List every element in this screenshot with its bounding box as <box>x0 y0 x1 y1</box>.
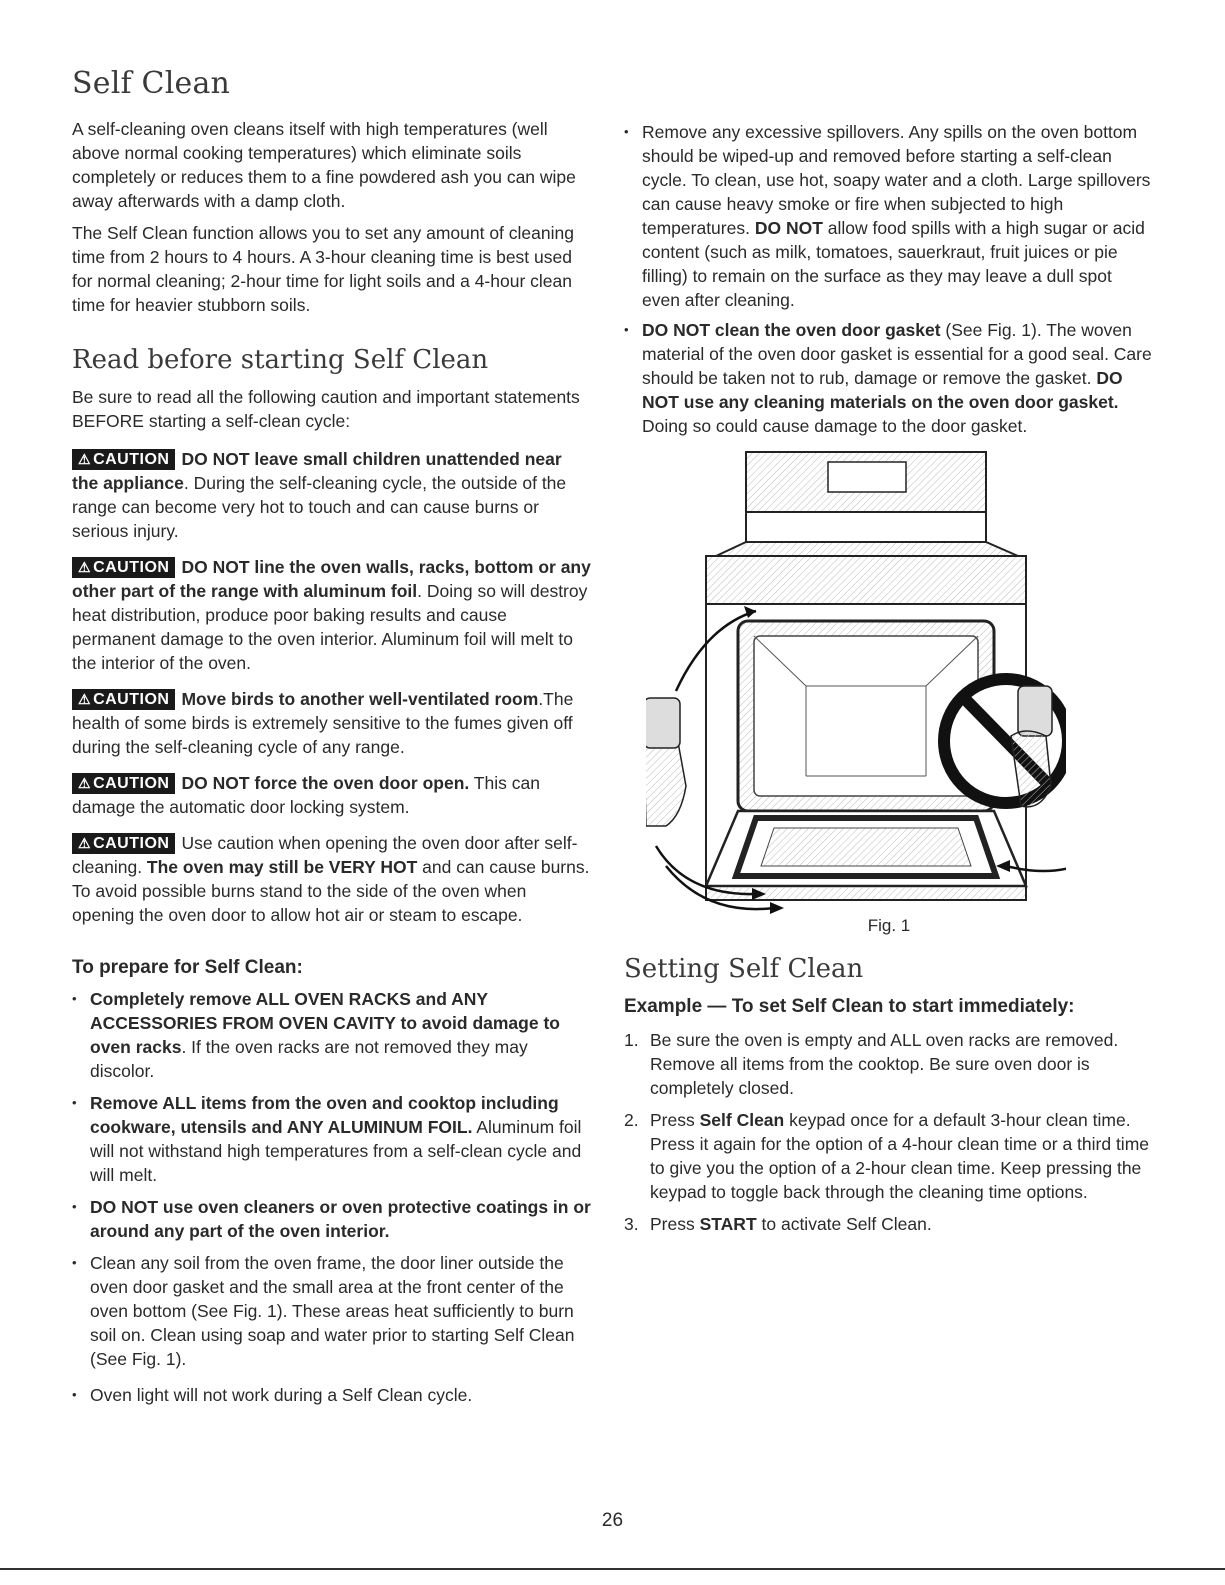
warning-triangle-icon: ⚠ <box>78 775 92 791</box>
caution-force-door: ⚠ CAUTION DO NOT force the oven door open. This can damage the automatic door locking system. <box>72 773 540 817</box>
intro-paragraph-1: A self-cleaning oven cleans itself with high temperatures (well above normal cooking temperatures) which eliminate soils completely or reduces them to a fine powdered ash you can wipe away afterwards with a damp cloth. <box>72 119 576 211</box>
list-item: • Clean any soil from the oven frame, the door liner outside the oven door gasket and the small area at the front center of the oven bottom (See Fig. 1). These areas heat sufficiently to burn soil on. Clean using soap and water prior to starting Self Clean (See Fig. 1). <box>72 1251 592 1371</box>
right-bullets <box>624 120 1154 438</box>
prepare-heading: To prepare for Self Clean: <box>72 957 303 978</box>
bottom-divider <box>0 1568 1225 1570</box>
caution-badge: ⚠ CAUTION <box>72 449 175 470</box>
read-before-intro: Be sure to read all the following caution and important statements BEFORE starting a self-clean cycle: <box>72 387 580 431</box>
warning-triangle-icon: ⚠ <box>78 835 92 851</box>
prepare-list <box>72 987 592 1407</box>
caution-aluminum-foil: ⚠ CAUTION DO NOT line the oven walls, racks, bottom or any other part of the range with aluminum foil. Doing so will destroy heat distribution, produce poor baking results and cause permanent damage to the oven interior. Aluminum foil will melt to the interior of the oven. <box>72 557 591 673</box>
intro-paragraph-2: The Self Clean function allows you to set any amount of cleaning time from 2 hours to 4 hours. A 3-hour cleaning time is best used for normal cleaning; 2-hour time for light soils and a 4-hour clean time for heavier stubborn soils. <box>72 223 574 315</box>
list-item: • Remove any excessive spillovers. Any spills on the oven bottom should be wiped-up and removed before starting a self-clean cycle. To clean, use hot, soapy water and a cloth. Large spillovers can cause heavy smoke or fire when subjected to high temperatures. DO NOT allow food spills with a high sugar or acid content (such as milk, tomatoes, sauerkraut, fruit juices or pie filling) to remain on the surface as they may leave a dull spot even after cleaning. <box>624 120 1154 312</box>
oven-figure <box>646 446 1066 916</box>
warning-triangle-icon: ⚠ <box>78 559 92 575</box>
left-column <box>72 66 592 1415</box>
read-before-heading: Read before starting Self Clean <box>72 345 489 375</box>
figure-caption: Fig. 1 <box>867 916 911 935</box>
setting-example: Example — To set Self Clean to start immediately: <box>624 996 1075 1017</box>
warning-triangle-icon: ⚠ <box>78 451 92 467</box>
page-number: 26 <box>601 1510 624 1531</box>
list-item: • Oven light will not work during a Self Clean cycle. <box>72 1383 592 1407</box>
right-column <box>624 120 1154 1244</box>
setting-steps <box>624 1028 1154 1236</box>
setting-heading: Setting Self Clean <box>624 954 864 984</box>
caution-badge: ⚠ CAUTION <box>72 689 175 710</box>
list-item: 1. Be sure the oven is empty and ALL oven racks are removed. Remove all items from the cooktop. Be sure oven door is completely closed. <box>624 1030 1119 1098</box>
list-item: 3. Press START to activate Self Clean. <box>624 1214 932 1234</box>
list-item: • Completely remove ALL OVEN RACKS and ANY ACCESSORIES FROM OVEN CAVITY to avoid damage to oven racks. If the oven racks are not removed they may discolor. <box>72 987 592 1083</box>
caution-badge: ⚠ CAUTION <box>72 773 175 794</box>
oven-door-gasket-illustration <box>646 446 1066 916</box>
list-item: • DO NOT clean the oven door gasket (See Fig. 1). The woven material of the oven door gasket is essential for a good seal. Care should be taken not to rub, damage or remove the gasket. DO NOT use any cleaning materials on the oven door gasket. Doing so could cause damage to the door gasket. <box>624 318 1154 438</box>
caution-birds: ⚠ CAUTION Move birds to another well-ventilated room.The health of some birds is extremely sensitive to the fumes given off during the self-cleaning cycle of any range. <box>72 689 574 757</box>
list-item: • DO NOT use oven cleaners or oven protective coatings in or around any part of the oven interior. <box>72 1195 592 1243</box>
warning-triangle-icon: ⚠ <box>78 691 92 707</box>
list-item: 2. Press Self Clean keypad once for a default 3-hour clean time. Press it again for the option of a 4-hour clean time or a third time to give you the option of a 2-hour clean time. Keep pressing the keypad to toggle back through the cleaning time options. <box>624 1110 1150 1202</box>
caution-children: ⚠ CAUTION DO NOT leave small children unattended near the appliance. During the self-cleaning cycle, the outside of the range can become very hot to touch and can cause burns or serious injury. <box>72 449 567 541</box>
caution-badge: ⚠ CAUTION <box>72 833 175 854</box>
caution-badge: ⚠ CAUTION <box>72 557 175 578</box>
caution-hot-oven: ⚠ CAUTION Use caution when opening the oven door after self-cleaning. The oven may still be VERY HOT and can cause burns. To avoid possible burns stand to the side of the oven when opening the oven door to allow hot air or steam to escape. <box>72 833 590 925</box>
list-item: • Remove ALL items from the oven and cooktop including cookware, utensils and ANY ALUMINUM FOIL. Aluminum foil will not withstand high temperatures from a self-clean cycle and will melt. <box>72 1091 592 1187</box>
page-title: Self Clean <box>72 66 231 101</box>
